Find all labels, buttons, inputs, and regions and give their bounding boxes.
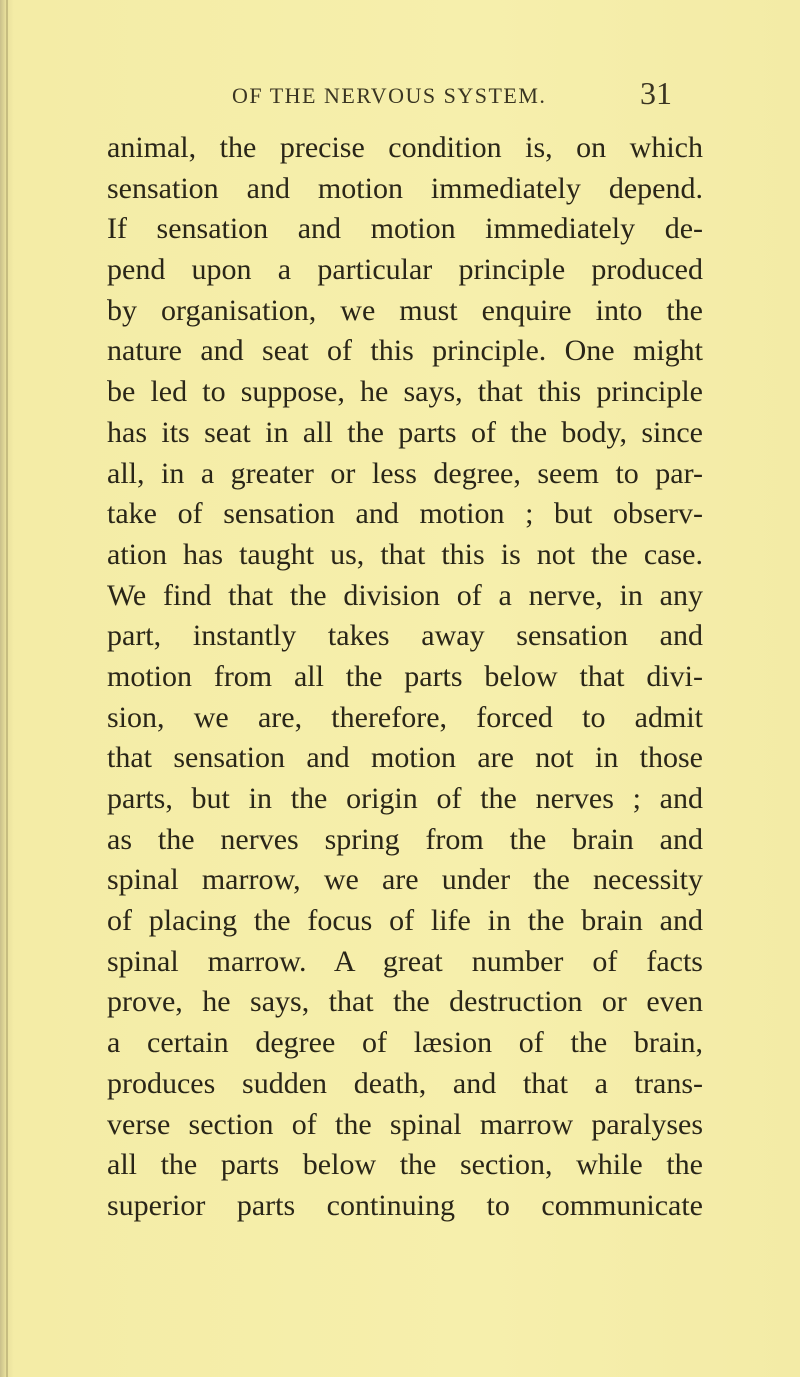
text-line: has its seat in all the parts of the body, since bbox=[107, 415, 703, 449]
text-line: part, instantly takes away sensation and bbox=[107, 619, 703, 653]
page-gutter bbox=[6, 0, 8, 1377]
text-line: take of sensation and motion ; but observ- bbox=[107, 497, 703, 531]
text-line: ation has taught us, that this is not the case. bbox=[107, 537, 703, 571]
text-line: sensation and motion immediately depend. bbox=[107, 171, 703, 205]
text-line: by organisation, we must enquire into the bbox=[107, 293, 703, 327]
text-line: spinal marrow. A great number of facts bbox=[107, 944, 703, 978]
text-line: We find that the division of a nerve, in any bbox=[107, 578, 703, 612]
running-head-title: OF THE NERVOUS SYSTEM. bbox=[232, 83, 547, 108]
text-line: superior parts continuing to communicate bbox=[107, 1188, 703, 1222]
text-line: motion from all the parts below that divi- bbox=[107, 659, 703, 693]
text-line: that sensation and motion are not in those bbox=[107, 741, 703, 775]
text-line: animal, the precise condition is, on which bbox=[107, 131, 703, 164]
text-line: produces sudden death, and that a trans- bbox=[107, 1066, 703, 1100]
text-line: If sensation and motion immediately de- bbox=[107, 212, 703, 246]
body-text bbox=[107, 128, 703, 1227]
text-line: a certain degree of læsion of the brain, bbox=[107, 1026, 703, 1060]
text-line: prove, he says, that the destruction or even bbox=[107, 985, 703, 1019]
text-line: spinal marrow, we are under the necessity bbox=[107, 863, 703, 897]
text-line: sion, we are, therefore, forced to admit bbox=[107, 700, 703, 734]
page-number: 31 bbox=[640, 75, 672, 111]
text-line: nature and seat of this principle. One might bbox=[107, 334, 703, 368]
text-line: as the nerves spring from the brain and bbox=[107, 822, 703, 856]
text-line: all, in a greater or less degree, seem to par- bbox=[107, 456, 703, 490]
text-line: of placing the focus of life in the brain and bbox=[107, 904, 703, 938]
text-line: be led to suppose, he says, that this principle bbox=[107, 375, 703, 409]
text-line: verse section of the spinal marrow paralyses bbox=[107, 1107, 703, 1141]
running-head bbox=[0, 75, 800, 123]
text-line: all the parts below the section, while the bbox=[107, 1148, 703, 1182]
text-line: pend upon a particular principle produced bbox=[107, 253, 703, 287]
text-line: parts, but in the origin of the nerves ; and bbox=[107, 782, 703, 815]
